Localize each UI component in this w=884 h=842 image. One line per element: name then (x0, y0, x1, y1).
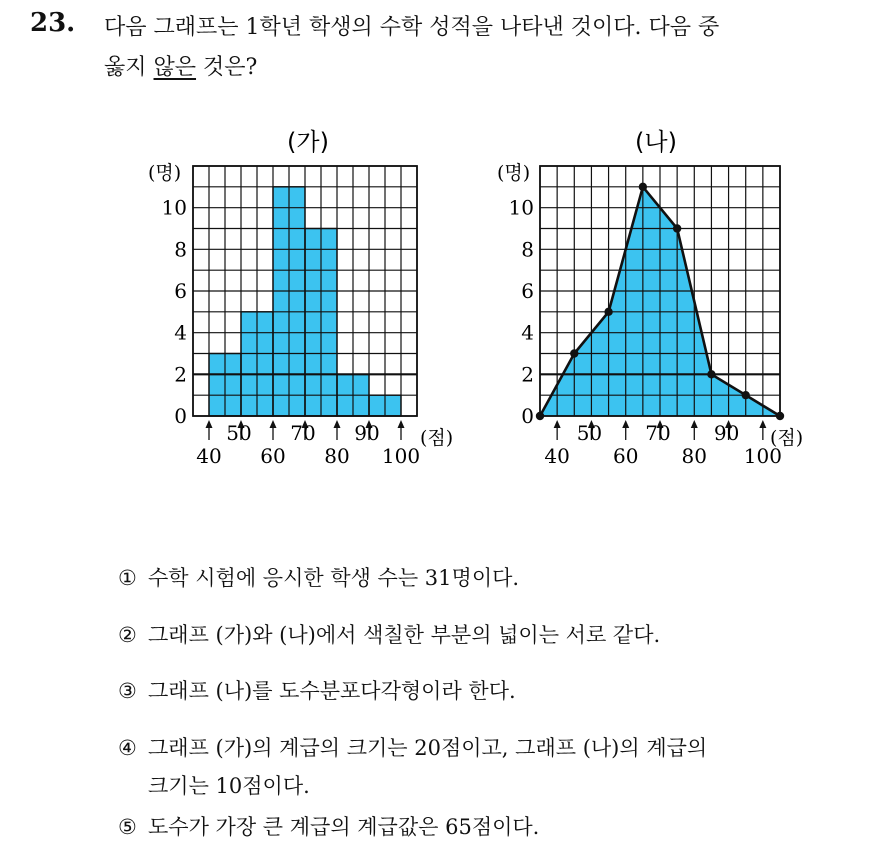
y-tick-label: 0 (521, 404, 534, 428)
boundary-arrow-head (759, 420, 766, 428)
x-tick-label: 60 (612, 444, 639, 468)
chart-title: (가) (287, 128, 329, 156)
question-number: 23. (30, 8, 76, 38)
choice-mark: ② (118, 623, 137, 647)
data-point (776, 412, 784, 420)
data-point (707, 370, 715, 378)
y-tick-label: 2 (174, 362, 187, 387)
data-point (536, 412, 544, 420)
choice-2 (118, 620, 660, 650)
x-tick-label: 60 (260, 444, 286, 468)
question-line-1: 다음 그래프는 1학년 학생의 수학 성적을 나타낸 것이다. 다음 중 (104, 15, 720, 40)
choice-mark: ① (118, 566, 137, 590)
question-text: 것은? (203, 55, 258, 80)
x-tick-label: 50 (226, 421, 252, 445)
x-tick-label: 90 (713, 421, 740, 445)
boundary-arrow-head (206, 420, 213, 428)
x-tick-label: 90 (354, 421, 380, 445)
choice-3 (118, 676, 516, 706)
data-point (639, 183, 647, 191)
choice-text: 크기는 10점이다. (148, 774, 310, 798)
y-tick-label: 8 (521, 237, 534, 262)
y-unit-label: (명) (497, 162, 531, 184)
y-tick-label: 4 (174, 320, 187, 345)
boundary-arrow-head (398, 420, 405, 428)
choice-text: 그래프 (나)를 도수분포다각형이라 한다. (148, 679, 516, 703)
y-tick-label: 4 (521, 320, 534, 345)
choice-mark: ⑤ (118, 815, 137, 839)
x-unit-label: (점) (420, 427, 454, 449)
x-tick-label: 40 (196, 444, 222, 468)
data-point (570, 349, 578, 357)
x-tick-label: 70 (645, 421, 671, 445)
choice-text: 도수가 가장 큰 계급의 계급값은 65점이다. (148, 815, 540, 839)
data-point (673, 224, 681, 232)
choice-4-continued (148, 771, 310, 801)
frequency-polygon-chart (497, 128, 803, 468)
chart-title: (나) (635, 128, 677, 156)
y-tick-label: 10 (161, 195, 187, 220)
choice-4 (118, 733, 707, 763)
choice-text: 그래프 (가)의 계급의 크기는 20점이고, 그래프 (나)의 계급의 (148, 736, 708, 760)
choice-mark: ③ (118, 679, 137, 703)
choice-text: 그래프 (가)와 (나)에서 색칠한 부분의 넓이는 서로 같다. (148, 623, 661, 647)
y-tick-label: 8 (174, 237, 187, 262)
x-tick-label: 80 (324, 444, 350, 468)
y-tick-label: 6 (521, 279, 534, 303)
x-tick-label: 100 (381, 444, 421, 468)
choice-5 (118, 812, 539, 842)
choice-text: 수학 시험에 응시한 학생 수는 31명이다. (148, 566, 520, 590)
x-tick-label: 40 (544, 444, 570, 468)
y-unit-label: (명) (148, 162, 182, 184)
x-tick-label: 50 (576, 421, 603, 445)
x-tick-label: 100 (743, 444, 782, 468)
choice-1 (118, 563, 519, 593)
x-tick-label: 70 (290, 421, 316, 445)
y-tick-label: 0 (174, 404, 187, 428)
y-tick-label: 6 (174, 279, 187, 303)
boundary-arrow-head (691, 420, 698, 428)
boundary-arrow-head (622, 420, 629, 428)
boundary-arrow-head (270, 420, 277, 428)
y-tick-label: 2 (521, 362, 534, 387)
underlined-word: 않은 (153, 55, 197, 80)
data-point (604, 308, 612, 316)
x-tick-label: 80 (681, 444, 708, 468)
boundary-arrow-head (334, 420, 341, 428)
y-tick-label: 10 (508, 195, 534, 220)
x-unit-label: (점) (770, 427, 804, 449)
histogram-chart (148, 128, 453, 468)
choice-mark: ④ (118, 736, 137, 760)
boundary-arrow-head (554, 420, 561, 428)
data-point (742, 391, 750, 399)
question-text: 옳지 (104, 55, 147, 80)
